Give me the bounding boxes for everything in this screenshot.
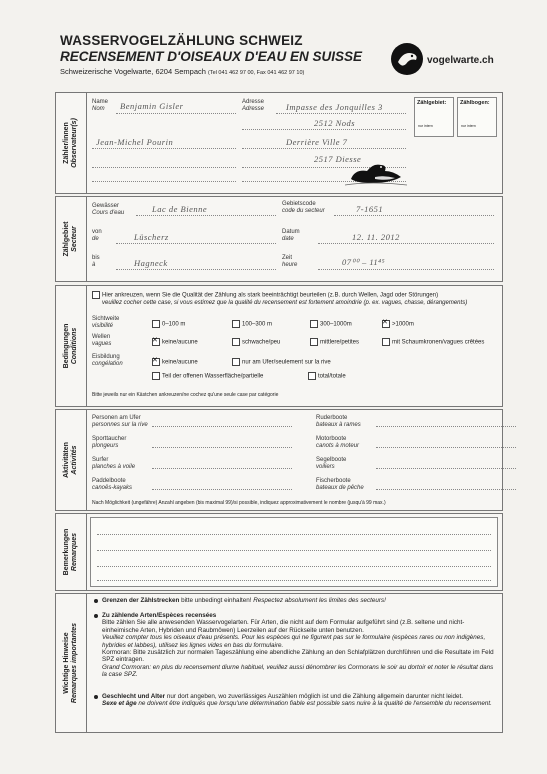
name-label: Name Nom [92, 99, 109, 112]
activity-left-count-field-1[interactable] [152, 447, 292, 448]
waves-weak[interactable]: schwache/peu [232, 338, 280, 346]
conditions-footnote: Bitte jeweils nur ein Kästchen ankreuzen/ne cochez qu'une seule case par catégorie [92, 392, 279, 398]
form-title-de: WASSERVOGELZÄHLUNG SCHWEIZ [60, 33, 303, 48]
zaehlbogen-box: Zählbogen: nur intern [457, 97, 497, 137]
note-species: Zu zählende Arten/Espèces recensées Bitte zählen Sie alle anwesenden Wasservogelarten. Für Arten, die nicht auf dem Formular aufgeführt sind (z.B. seltene und nicht-einheimische Arten, Hybriden und Raubmöwen) Leerzeilen auf der Rückseite unten benutzen. Veuillez compter tous les oiseaux d'eau présents. Pour les espèces qui ne figurent pas sur le formulaire (espèces rares ou non indigènes, hybrides et labbes), utilisez les lignes vides en bas du formulaire. Kormoran: Bitte zusätzlich zur normalen Tageszählung eine abendliche Zählung an den Schlafplätzen durchführen und die Resultate im Feld SPZ eintragen. Grand Cormoran: en plus du recensement diurne habituel, veuillez aussi dénombrer les Cormorans le soir au dortoir et noter le résultat dans la case SPZ. [102, 612, 494, 679]
vogelwarte-logo-icon [390, 42, 424, 76]
code-value[interactable]: 7-1651 [356, 204, 384, 214]
activity-left-label-0: Personen am Ufer personnes sur la rive [92, 415, 148, 428]
note-sector-limits: Grenzen der Zählstrecken bitte unbedingt einhalten! Respectez absolument les limites des secteurs! [102, 597, 386, 604]
observer-address-1a[interactable]: Impasse des Jonquilles 3 [286, 102, 383, 112]
form-title-fr: RECENSEMENT D'OISEAUX D'EAU EN SUISSE [60, 49, 362, 64]
waves-whitecaps[interactable]: mit Schaumkronen/vagues crêtées [382, 338, 484, 346]
activities-footnote: Nach Möglichkeit (ungefähre) Anzahl angeben (bis maximal 99)/si possible, indiquez approximativement le nombre (jusqu'à 99 max.) [92, 500, 386, 506]
activity-right-label-0: Ruderboote bateaux à rames [316, 415, 361, 428]
datum-value[interactable]: 12. 11. 2012 [352, 232, 400, 242]
activity-left-label-2: Surfer planches à voile [92, 457, 136, 470]
notes-section: Wichtige Hinweise Remarques importantes Grenzen der Zählstrecken bitte unbedingt einhalten! Respectez absolument les limites des secteurs! Zu zählende Arten/Espèces recensées Bitte zählen Sie alle anwesenden Wasservogelarten. Für Arten, die nicht auf dem Formular aufgeführt sind (z.B. seltene und nicht-einheimische Arten, Hybriden und Raubmöwen) Leerzeilen auf der Rückseite unten benutzen. Veuillez compter tous les oiseaux d'eau présents. Pour les espèces qui ne figurent pas sur le formulaire (espèces rares ou non indigènes, hybrides et labbes), utilisez les lignes vides en bas du formulaire. Kormoran: Bitte zusätzlich zur normalen Tageszählung eine abendliche Zählung an den Schlafplätzen durchführen und die Resultate im Feld SPZ eintragen. Grand Cormoran: en plus du recensement diurne habituel, veuillez aussi dénombrer les Cormorans le soir au dortoir et noter le résultat dans la case SPZ. Geschlecht und Alter nur dort angeben, wo zuverlässiges Auszählen möglich ist und die Zählung allgemein darunter nicht leidet. Sexe et âge ne doivent être indiqués que lorsqu'une détermination fiable est possible sans nuire à la qualité de l'ensemble du recensement. [55, 593, 503, 733]
observer-address-2a[interactable]: Derrière Ville 7 [286, 137, 348, 147]
activity-left-count-field-3[interactable] [152, 489, 292, 490]
remarks-input[interactable] [90, 517, 498, 587]
gewaesser-value[interactable]: Lac de Bienne [152, 204, 208, 214]
address-label: Adresse Adresse [242, 99, 265, 112]
activity-right-label-3: Fischerboote bateaux de pêche [316, 478, 364, 491]
activity-left-label-1: Sporttaucher plongeurs [92, 436, 127, 449]
observer-name-1[interactable]: Benjamin Gisler [120, 101, 184, 111]
observers-side-label: Zähler/innen Observateur(s) [56, 93, 87, 193]
waves-medium[interactable]: mittlere/petites [310, 338, 359, 346]
activity-right-count-field-0[interactable] [376, 426, 516, 427]
von-value[interactable]: Lüscherz [134, 232, 169, 242]
duck-icon [341, 151, 411, 189]
activity-right-count-field-2[interactable] [376, 468, 516, 469]
observer-address-2b[interactable]: 2517 Diesse [314, 154, 362, 164]
brand-name: vogelwarte.ch [427, 55, 494, 66]
ice-shore[interactable]: nur am Ufer/seulement sur la rive [232, 358, 331, 366]
quality-impaired-checkbox[interactable]: Hier ankreuzen, wenn Sie die Qualität der Zählung als stark beeinträchtigt beurteilen (z.B. durch Wellen, Jagd oder Störungen) veuillez cocher cette case, si vous estimez que la qualité du recensement est fortement amoindrie (p. ex. vagues, chasse, dérangements) [92, 291, 492, 307]
observers-section [55, 92, 503, 194]
ice-none[interactable]: ✕ keine/aucune [152, 358, 198, 366]
observer-name-2[interactable]: Jean-Michel Pourin [96, 137, 174, 147]
conditions-section: Bedingungen Conditions Hier ankreuzen, wenn Sie die Qualität der Zählung als stark beeinträchtigt beurteilen (z.B. durch Wellen, Jagd oder Störungen) veuillez cocher cette case, si vous estimez que la qualité du recensement est fortement amoindrie (p. ex. vagues, chasse, dérangements) Sichtweite visibilité 0–100 m 100–300 m 300–1000m ✕ >1000m Wellen vagues ✕ keine/aucune schwache/peu mittlere/petites mit Schaumkronen/vagues crêtées Eisbildung congélation ✕ keine/aucune nur am Ufer/seulement sur la rive Teil der offenen Wasserfläche/partielle total/totale Bitte jeweils nur ein Kästchen ankreuzen/ne cochez qu'une seule case par catégorie [55, 285, 503, 407]
activity-left-label-3: Paddelboote canoës-kayaks [92, 478, 133, 491]
activities-section: Aktivitäten Activités Personen am Ufer personnes sur la rive Sporttaucher plongeurs Surfer planches à voile Paddelboote canoës-kayaks Ruderboote bateaux à rames Motorboote canots à moteur Segelboote voiliers Fischerboote bateaux de pêche Nach Möglichkeit (ungefähre) Anzahl angeben (bis maximal 99)/si possible, indiquez approximativement le nombre (jusqu'à 99 max.) [55, 409, 503, 511]
visibility-over-1000[interactable]: ✕ >1000m [382, 320, 414, 328]
activity-left-count-field-2[interactable] [152, 468, 292, 469]
zaehlgebiet-box: Zählgebiet: nur intern [414, 97, 454, 137]
remarks-section: Bemerkungen Remarques [55, 513, 503, 591]
visibility-300-1000[interactable]: 300–1000m [310, 320, 352, 328]
visibility-0-100[interactable]: 0–100 m [152, 320, 185, 328]
ice-partial[interactable]: Teil der offenen Wasserfläche/partielle [152, 372, 263, 380]
activity-right-label-1: Motorboote canots à moteur [316, 436, 360, 449]
note-sex-age: Geschlecht und Alter nur dort angeben, wo zuverlässiges Auszählen möglich ist und die Zählung allgemein darunter nicht leidet. Sexe et âge ne doivent être indiqués que lorsqu'une détermination fiable est possible sans nuire à la qualité de l'ensemble du recensement. [102, 693, 492, 708]
activity-right-label-2: Segelboote voiliers [316, 457, 347, 470]
activity-right-count-field-3[interactable] [376, 489, 516, 490]
visibility-100-300[interactable]: 100–300 m [232, 320, 272, 328]
bis-value[interactable]: Hagneck [134, 258, 168, 268]
org-address: Schweizerische Vogelwarte, 6204 Sempach (Tel 041 462 97 00, Fax 041 462 97 10) [60, 67, 305, 76]
activity-right-count-field-1[interactable] [376, 447, 516, 448]
waves-none[interactable]: ✕ keine/aucune [152, 338, 198, 346]
area-section: Zählgebiet Secteur Gewässer Cours d'eau Lac de Bienne Gebietscode code du secteur 7-1651 von de Lüscherz Datum date 12. 11. 2012 bis à Hagneck Zeit heure 07⁰⁰ – 11⁴⁵ [55, 196, 503, 282]
zeit-value[interactable]: 07⁰⁰ – 11⁴⁵ [342, 257, 386, 267]
observer-address-1b[interactable]: 2512 Nods [314, 118, 356, 128]
activity-left-count-field-0[interactable] [152, 426, 292, 427]
ice-total[interactable]: total/totale [308, 372, 346, 380]
